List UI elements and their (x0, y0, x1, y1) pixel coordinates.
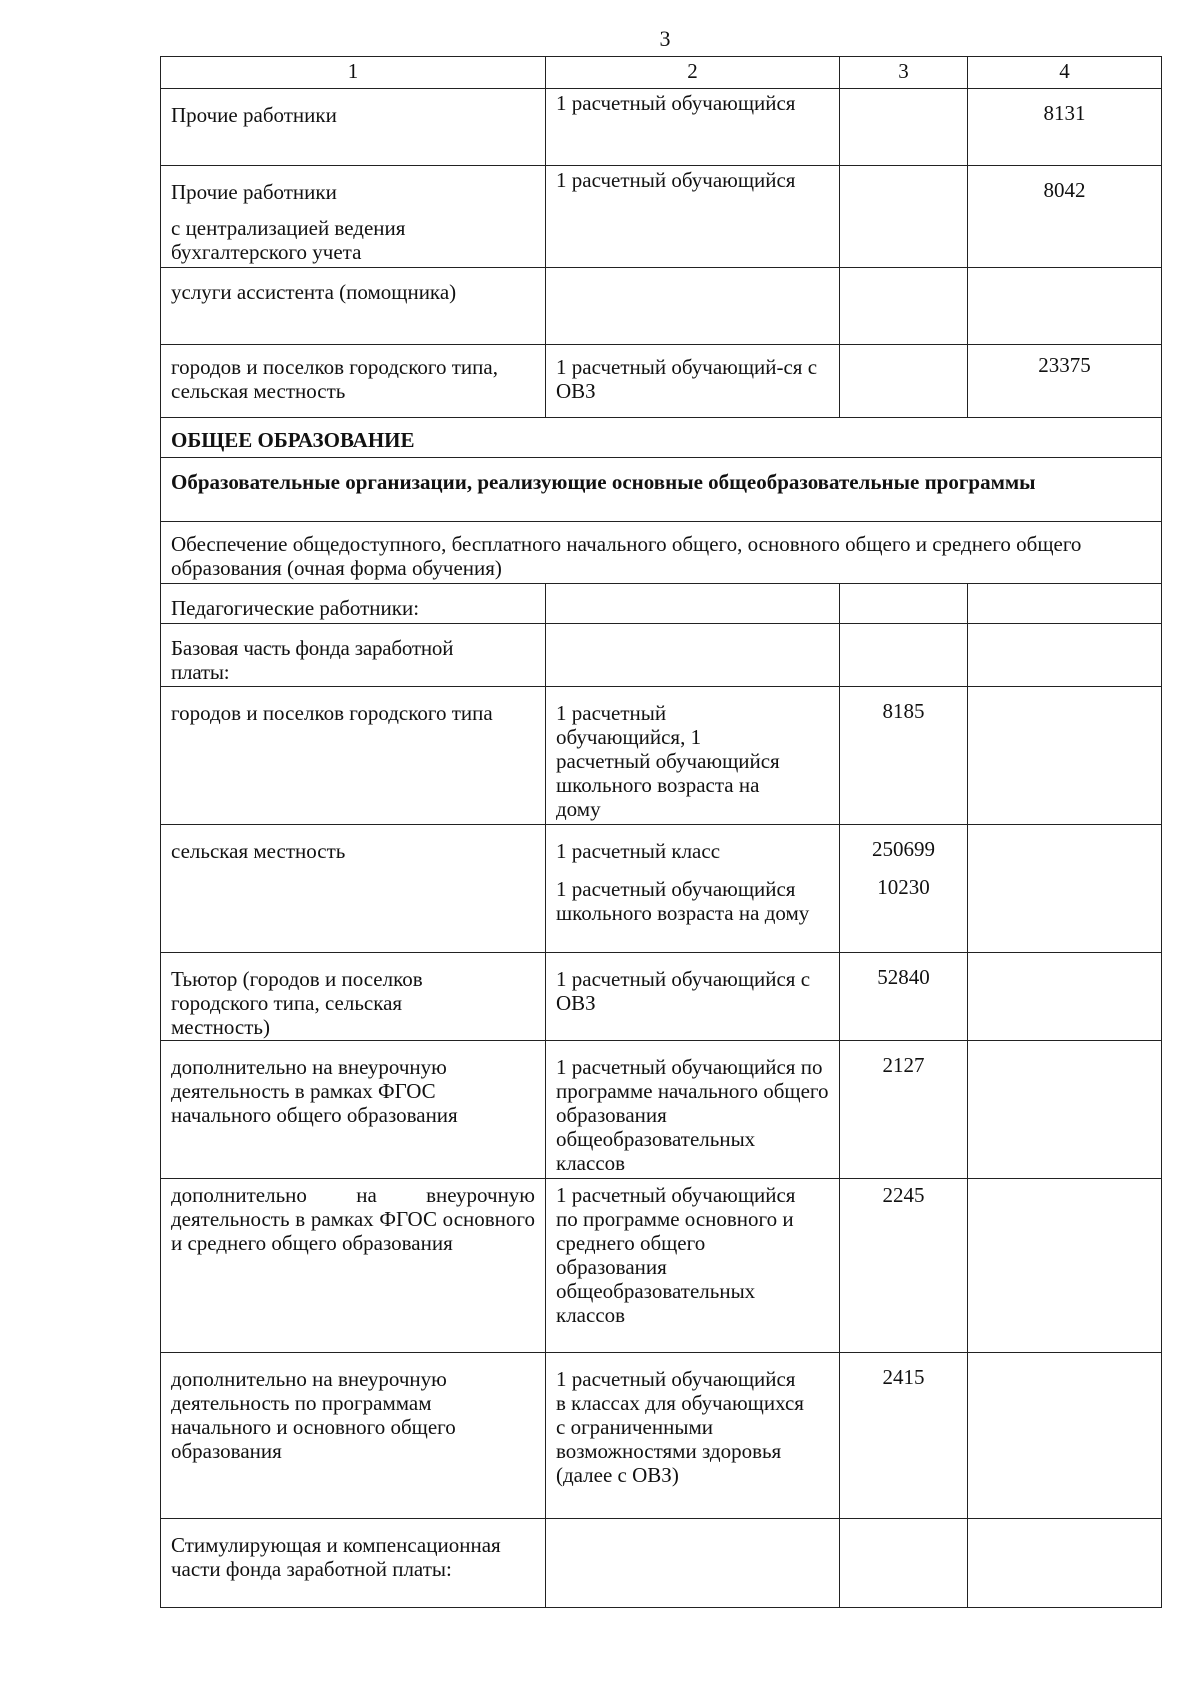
row-value: 2127 (840, 1041, 968, 1179)
table-row (161, 1041, 1162, 1179)
row-unit: 1 расчетный обучающийся по программе основного и среднего общего образования общеобразовательных классов (546, 1179, 840, 1353)
table-row (161, 584, 1162, 624)
row-unit (546, 584, 840, 624)
row-col3 (840, 624, 968, 687)
row-value (968, 584, 1162, 624)
row-category: городов и поселков городского типа (161, 687, 546, 825)
row-unit-line-1: 1 расчетный класс (556, 839, 721, 863)
table-row (161, 166, 1162, 268)
row-col3 (840, 268, 968, 345)
tariff-table (160, 56, 1162, 1608)
row-value: 8042 (968, 166, 1162, 268)
row-value: 52840 (840, 953, 968, 1041)
table-header-row (161, 57, 1162, 89)
section-row (161, 418, 1162, 458)
row-unit: 1 расчетный обучающийся в классах для обучающихся с ограниченными возможностями здоровья (далее с ОВЗ) (546, 1353, 840, 1519)
row-col3 (840, 166, 968, 268)
table-row (161, 1353, 1162, 1519)
row-col4 (968, 1179, 1162, 1353)
row-category: Базовая часть фонда заработной платы: (161, 624, 546, 687)
row-value: 2415 (840, 1353, 968, 1519)
row-category-line-1: Прочие работники (171, 180, 337, 204)
section-row (161, 458, 1162, 522)
row-col4 (968, 687, 1162, 825)
row-category: сельская местность (161, 825, 546, 953)
row-category-line-2: с централизацией ведения бухгалтерского учета (171, 216, 406, 264)
subsection-description: Обеспечение общедоступного, бесплатного начального общего, основного общего и среднего общего образования (очная форма обучения) (161, 522, 1162, 584)
table-row (161, 825, 1162, 953)
row-col4 (968, 1041, 1162, 1179)
column-header-3: 3 (840, 57, 968, 89)
row-unit: 1 расчетный обучающийся, 1 расчетный обучающийся школьного возраста на дому (546, 687, 840, 825)
table-row (161, 1179, 1162, 1353)
row-value (968, 268, 1162, 345)
row-category: дополнительно на внеурочную деятельность в рамках ФГОС начального общего образования (161, 1041, 546, 1179)
row-unit: 1 расчетный обучающийся (546, 89, 840, 166)
row-category: дополнительно на внеурочную деятельность в рамках ФГОС основного и среднего общего образования (161, 1179, 546, 1353)
section-heading: ОБЩЕЕ ОБРАЗОВАНИЕ (161, 418, 1162, 458)
table-row (161, 624, 1162, 687)
row-unit: 1 расчетный обучающийся с ОВЗ (546, 953, 840, 1041)
row-value (840, 825, 968, 953)
row-category: Стимулирующая и компенсационная части фонда заработной платы: (161, 1519, 546, 1608)
row-unit: 1 расчетный обучающийся (546, 166, 840, 268)
row-value: 8185 (840, 687, 968, 825)
section-row (161, 522, 1162, 584)
table-row (161, 953, 1162, 1041)
row-unit: 1 расчетный обучающий-ся с ОВЗ (546, 345, 840, 418)
row-value: 8131 (968, 89, 1162, 166)
row-unit (546, 268, 840, 345)
row-category: Прочие работники (161, 89, 546, 166)
column-header-2: 2 (546, 57, 840, 89)
row-category: Педагогические работники: (161, 584, 546, 624)
row-value-1: 250699 (872, 837, 935, 861)
row-unit (546, 624, 840, 687)
row-value: 23375 (968, 345, 1162, 418)
row-col3 (840, 584, 968, 624)
row-category: Тьютор (городов и поселков городского типа, сельская местность) (161, 953, 546, 1041)
row-col4 (968, 953, 1162, 1041)
table-row (161, 268, 1162, 345)
row-value: 2245 (840, 1179, 968, 1353)
row-col3 (840, 345, 968, 418)
row-unit-line-2: 1 расчетный обучающийся школьного возраста на дому (556, 877, 810, 925)
table-row (161, 687, 1162, 825)
row-unit (546, 1519, 840, 1608)
column-header-1: 1 (161, 57, 546, 89)
row-col3 (840, 1519, 968, 1608)
column-header-4: 4 (968, 57, 1162, 89)
table-row (161, 345, 1162, 418)
row-col4 (968, 1353, 1162, 1519)
row-unit: 1 расчетный обучающийся по программе начального общего образования общеобразовательных классов (546, 1041, 840, 1179)
row-category: услуги ассистента (помощника) (161, 268, 546, 345)
row-unit (546, 825, 840, 953)
table-row (161, 1519, 1162, 1608)
row-value-2: 10230 (877, 875, 930, 899)
row-col4 (968, 825, 1162, 953)
row-category: дополнительно на внеурочную деятельность по программам начального и основного общего образования (161, 1353, 546, 1519)
table-row (161, 89, 1162, 166)
row-col4 (968, 1519, 1162, 1608)
row-value (968, 624, 1162, 687)
row-category (161, 166, 546, 268)
page-number: 3 (659, 26, 671, 51)
row-category: городов и поселков городского типа, сельская местность (161, 345, 546, 418)
subsection-heading: Образовательные организации, реализующие основные общеобразовательные программы (161, 458, 1162, 522)
row-col3 (840, 89, 968, 166)
